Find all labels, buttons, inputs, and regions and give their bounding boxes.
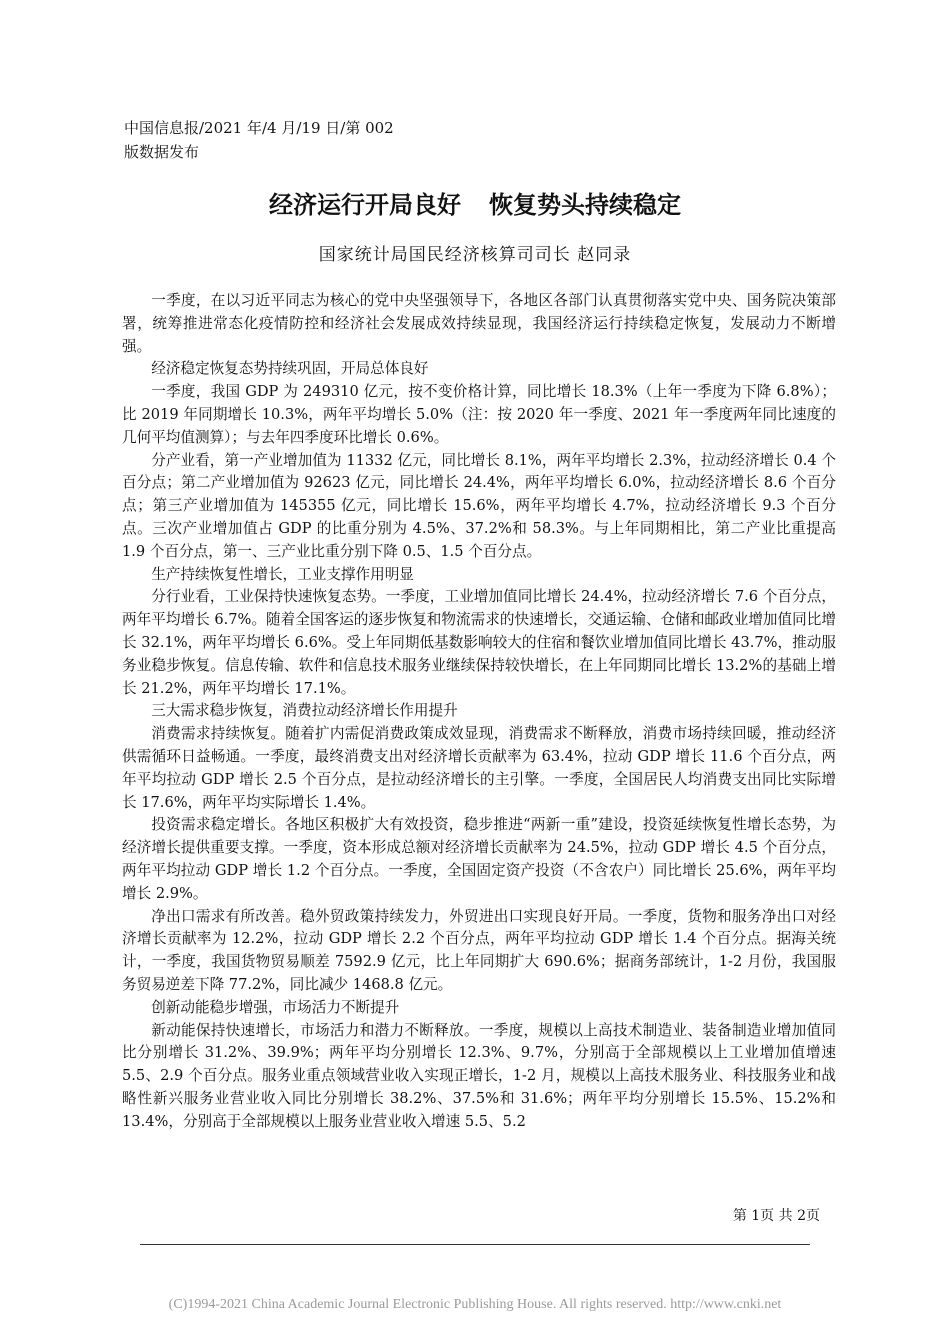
paragraph: 分产业看，第一产业增加值为 11332 亿元，同比增长 8.1%，两年平均增长 2.3%，拉动经济增长 0.4 个百分点；第二产业增加值为 92623 亿元，同比增长 24.4%，两年平均增长 6.0%，拉动经济增长 8.6 个百分点；第三产业增加值为 145355 亿元，同比增长 15.6%，两年平均增长 4.7%，拉动经济增长 9.3 个百分点。三次产业增加值占 GDP 的比重分别为 4.5%、37.2%和 58.3%。与上年同期相比，第二产业比重提高 1.9 个百分点，第一、三产业比重分别下降 0.5、1.5 个百分点。 (122, 451, 836, 560)
paragraph: 一季度，在以习近平同志为核心的党中央坚强领导下，各地区各部门认真贯彻落实党中央、国务院决策部署，统筹推进常态化疫情防控和经济社会发展成效持续显现，我国经济运行持续稳定恢复，发展动力不断增强。 (122, 292, 836, 355)
paragraph: 净出口需求有所改善。稳外贸政策持续发力，外贸进出口实现良好开局。一季度，货物和服务净出口对经济增长贡献率为 12.2%，拉动 GDP 增长 2.2 个百分点，两年平均拉动 GDP 增长 1.4 个百分点。据海关统计，一季度，我国货物贸易顺差 7592.9 亿元，比上年同期扩大 690.6%；据商务部统计，1-2 月份，我国服务贸易逆差下降 77.2%，同比减少 1468.8 亿元。 (122, 907, 836, 993)
source-line-2: 版数据发布 (124, 143, 200, 161)
copyright-footer: (C)1994-2021 China Academic Journal Electronic Publishing House. All rights reserved. http://www.cnki.net (168, 1297, 782, 1312)
title-part-1: 经济运行开局良好 (269, 191, 461, 219)
title-part-2: 恢复势头持续稳定 (489, 191, 681, 219)
paragraph: 新动能保持快速增长，市场活力和潜力不断释放。一季度，规模以上高技术制造业、装备制造业增加值同比分别增长 31.2%、39.9%；两年平均分别增长 12.3%、9.7%，分别高于全部规模以上工业增加值增速 5.5、2.9 个百分点。服务业重点领域营业收入实现正增长，1-2 月，规模以上高技术服务业、科技服务业和战略性新兴服务业营业收入同比分别增长 38.2%、37.5%和 31.6%；两年平均分别增长 15.5%、15.2%和 13.4%，分别高于全部规模以上服务业营业收入增速 5.5、5.2 (122, 1021, 836, 1130)
section-heading: 创新动能稳步增强，市场活力不断提升 (151, 998, 400, 1016)
paragraph: 消费需求持续恢复。随着扩内需促消费政策成效显现，消费需求不断释放，消费市场持续回暖，推动经济供需循环日益畅通。一季度，最终消费支出对经济增长贡献率为 63.4%，拉动 GDP 增长 11.6 个百分点，两年平均拉动 GDP 增长 2.5 个百分点，是拉动经济增长的主引擎。一季度，全国居民人均消费支出同比实际增长 17.6%，两年平均实际增长 1.4%。 (122, 725, 836, 811)
source-info (124, 116, 424, 164)
paragraph: 投资需求稳定增长。各地区积极扩大有效投资，稳步推进“两新一重”建设，投资延续恢复性增长态势，为经济增长提供重要支撑。一季度，资本形成总额对经济增长贡献率为 24.5%，拉动 GDP 增长 4.5 个百分点，两年平均拉动 GDP 增长 1.2 个百分点。一季度，全国固定资产投资（不含农户）同比增长 25.6%，两年平均增长 2.9%。 (122, 816, 836, 902)
paragraph: 一季度，我国 GDP 为 249310 亿元，按不变价格计算，同比增长 18.3%（上年一季度为下降 6.8%）；比 2019 年同期增长 10.3%，两年平均增长 5.0%（注：按 2020 年一季度、2021 年一季度两年同比速度的几何平均值测算）；与去年四季度环比增长 0.6%。 (122, 383, 836, 446)
section-heading: 经济稳定恢复态势持续巩固，开局总体良好 (151, 360, 429, 378)
section-heading: 生产持续恢复性增长，工业支撑作用明显 (151, 565, 414, 583)
article-body (122, 290, 836, 1133)
source-line-1: 中国信息报/2021 年/4 月/19 日/第 002 (124, 119, 394, 137)
section-heading: 三大需求稳步恢复，消费拉动经济增长作用提升 (151, 702, 458, 720)
article-title (0, 185, 950, 220)
paragraph: 分行业看，工业保持快速恢复态势。一季度，工业增加值同比增长 24.4%，拉动经济增长 7.6 个百分点，两年平均增长 6.7%。随着全国客运的逐步恢复和物流需求的快速增长，交通运输、仓储和邮政业增加值同比增长 32.1%，两年平均增长 6.6%。受上年同期低基数影响较大的住宿和餐饮业增加值同比增长 43.7%，推动服务业稳步恢复。信息传输、软件和信息技术服务业继续保持较快增长，在上年同期同比增长 13.2%的基础上增长 21.2%，两年平均增长 17.1%。 (122, 588, 836, 697)
page-number: 第 1页 共 2页 (732, 1208, 820, 1224)
article-author: 国家统计局国民经济核算司司长 赵同录 (318, 245, 632, 265)
footer-divider (140, 1244, 810, 1245)
